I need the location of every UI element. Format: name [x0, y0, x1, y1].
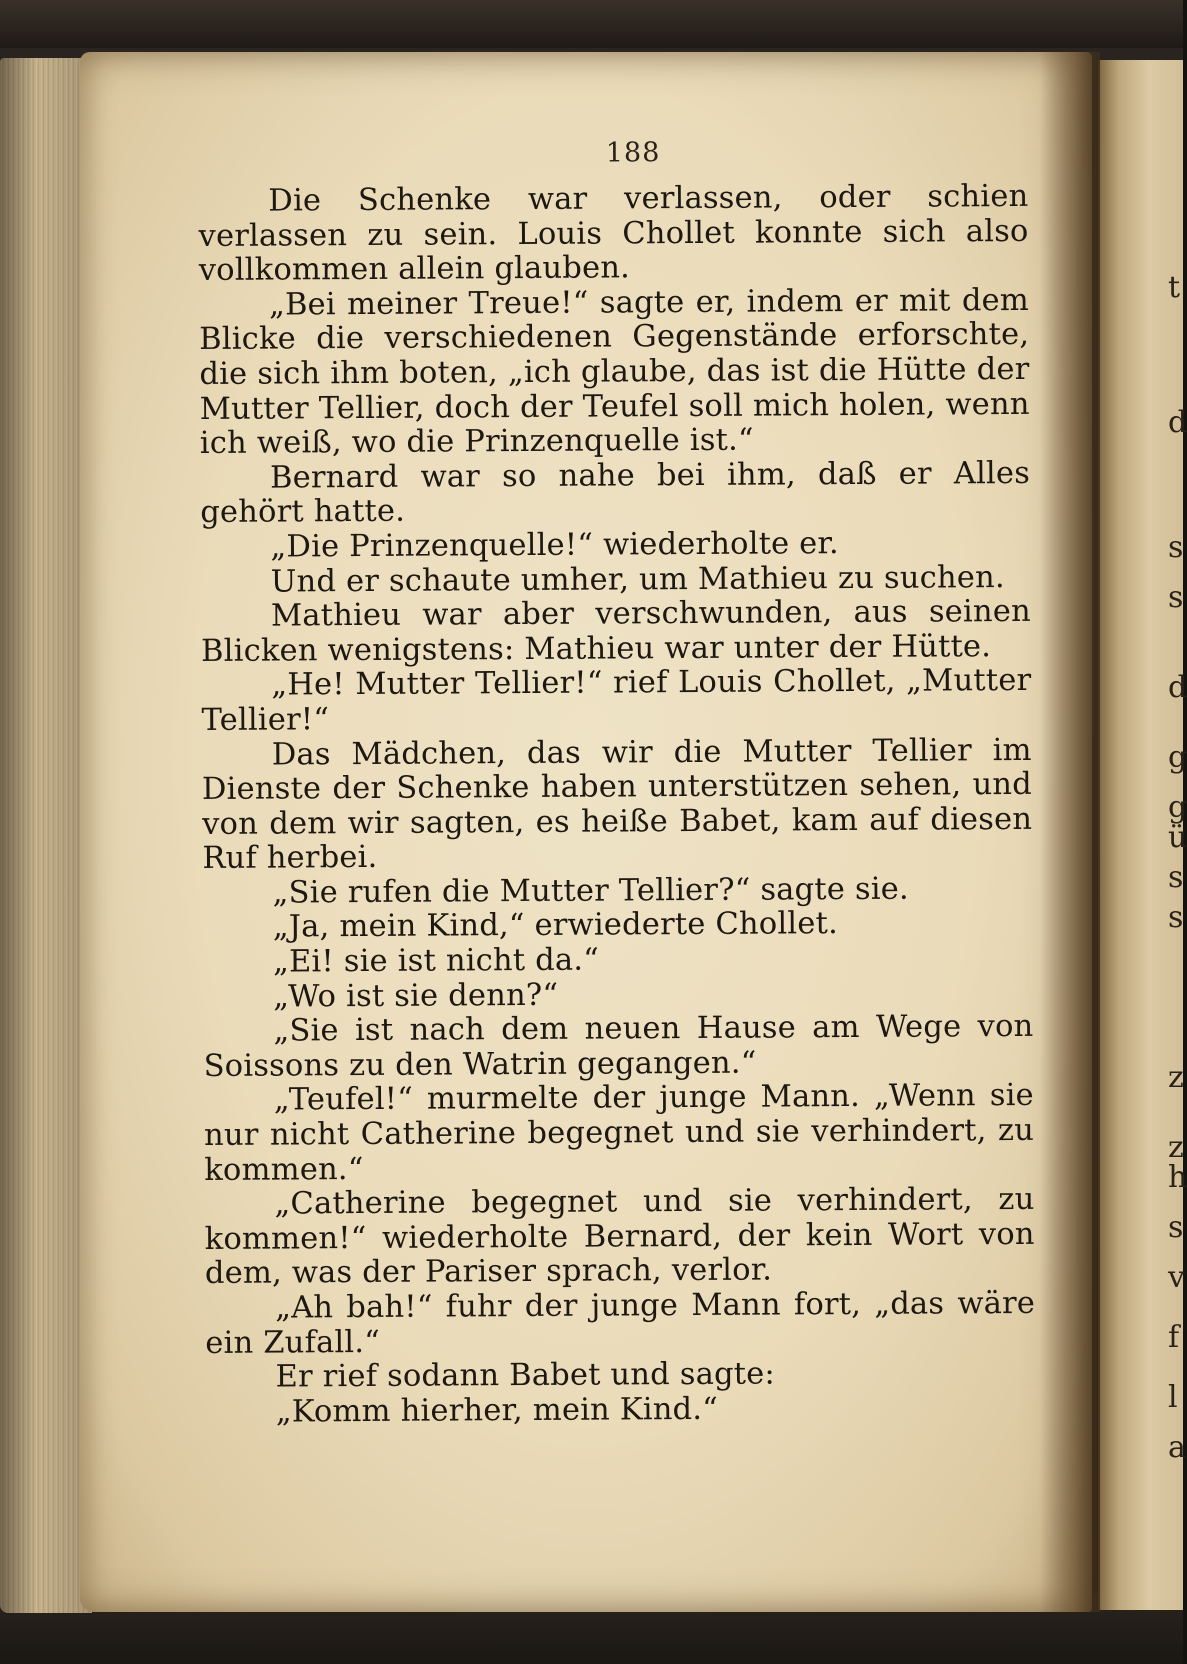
- facing-page-fragment: ü: [1168, 820, 1187, 855]
- facing-page-fragment: d: [1168, 405, 1187, 440]
- paragraph: Bernard war so nahe bei ihm, daß er Alles gehört hatte.: [200, 455, 1031, 531]
- facing-page-fragment: v: [1168, 1260, 1185, 1295]
- facing-page-fragment: h: [1168, 1160, 1187, 1195]
- facing-page-fragment: g: [1168, 740, 1187, 775]
- facing-page-fragment: d: [1168, 670, 1187, 705]
- page-stack-shadow: [0, 58, 92, 1613]
- paragraph: „Ja, mein Kind,“ erwiederte Chollet.: [272, 906, 839, 946]
- facing-page-fragment: f: [1168, 1320, 1180, 1355]
- paragraph: „Sie ist nach dem neuen Hause am Wege von Soissons zu den Watrin gegangen.“: [203, 1009, 1034, 1084]
- paragraph: „Sie rufen die Mutter Tellier?“ sagte sie.: [272, 871, 910, 911]
- page-text-block: [198, 135, 1036, 1430]
- paragraph: Das Mädchen, das wir die Mutter Tellier im Dienste der Schenke haben unterstützen sehen, und von dem wir sagten, es heiße Babet, kam auf diesen Ruf herbei.: [201, 732, 1033, 877]
- facing-page-fragment: z: [1168, 1130, 1184, 1165]
- facing-page-fragment: s: [1168, 900, 1184, 935]
- paragraph: „Teufel!“ murmelte der junge Mann. „Wenn sie nur nicht Catherine begegnet und sie verhindert, zu kommen.“: [203, 1078, 1035, 1188]
- paragraph: „Bei meiner Treue!“ sagte er, indem er mit dem Blicke die verschiedenen Gegenstände erforschte, die sich ihm boten, „ich glaube, das ist die Hütte der Mutter Tellier, doch der Teufel soll mich holen, wenn ich weiß, wo die Prinzenquelle ist.“: [199, 282, 1030, 462]
- paragraph-list: [198, 180, 1036, 1430]
- page-number: 188: [605, 137, 661, 169]
- book-cover-top-edge: [0, 0, 1183, 48]
- paragraph: „He! Mutter Tellier!“ rief Louis Chollet, „Mutter Tellier!“: [201, 663, 1032, 738]
- page-gutter-shadow: [1040, 52, 1100, 1612]
- paragraph: „Wo ist sie denn?“: [273, 977, 559, 1015]
- facing-page-fragment: s: [1168, 1210, 1184, 1245]
- paragraph: „Ah bah!“ fuhr der junge Mann fort, „das wäre ein Zufall.“: [205, 1285, 1036, 1361]
- facing-page-fragment: z: [1168, 1060, 1184, 1095]
- facing-page-fragment: g: [1168, 790, 1187, 825]
- paragraph: „Catherine begegnet und sie verhindert, zu kommen!“ wiederholte Bernard, der kein Wort von dem, was der Pariser sprach, verlor.: [204, 1182, 1035, 1292]
- paragraph: „Die Prinzenquelle!“ wiederholte er.: [270, 526, 839, 565]
- paragraph: „Komm hierher, mein Kind.“: [275, 1391, 719, 1430]
- facing-page-fragment: a: [1168, 1430, 1186, 1465]
- paragraph: „Ei! sie ist nicht da.“: [272, 942, 600, 980]
- facing-page-fragment: s: [1168, 530, 1184, 565]
- facing-page-fragment: t: [1168, 270, 1181, 305]
- paragraph: Er rief sodann Babet und sagte:: [275, 1356, 776, 1395]
- facing-page-text: [1160, 60, 1187, 1610]
- paragraph: Mathieu war aber verschwunden, aus seinen Blicken wenigstens: Mathieu war unter der Hütte.: [201, 594, 1032, 669]
- facing-page-fragment: s: [1168, 580, 1184, 615]
- facing-page-fragment: l: [1168, 1380, 1178, 1415]
- paragraph: Und er schaute umher, um Mathieu zu suchen.: [270, 559, 1005, 600]
- facing-page-fragment: s: [1168, 860, 1184, 895]
- paragraph: Die Schenke war verlassen, oder schien verlassen zu sein. Louis Chollet konnte sich also vollkommen allein glauben.: [198, 178, 1029, 289]
